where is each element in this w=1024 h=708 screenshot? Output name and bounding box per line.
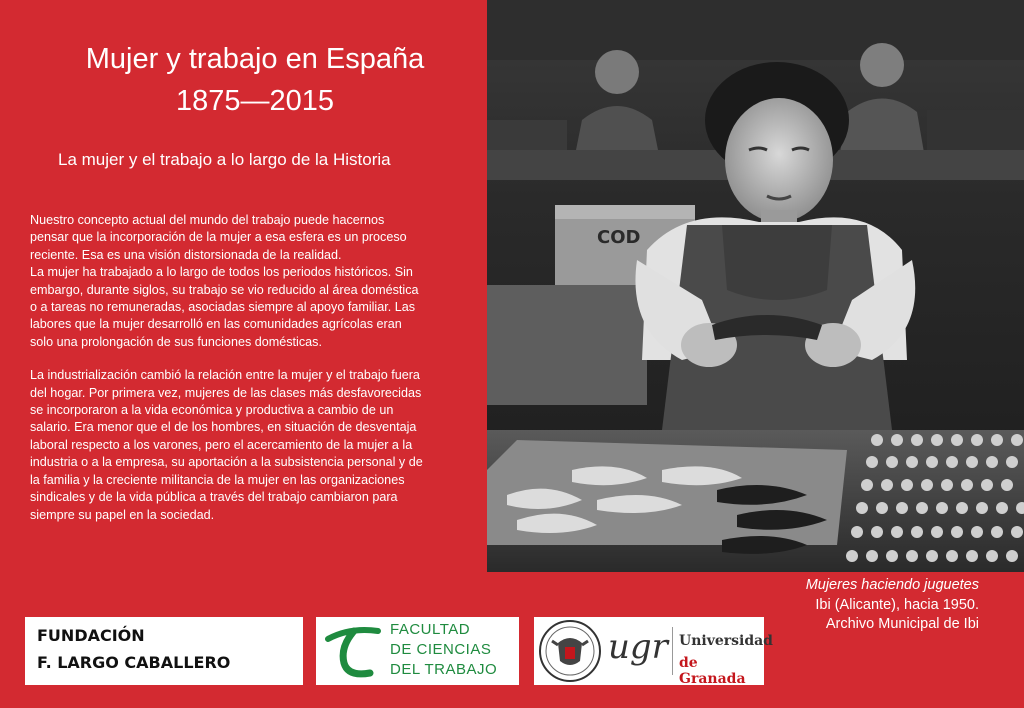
text-line: o a tareas no remuneradas, asociadas siempre al apoyo familiar. Las <box>30 300 416 315</box>
ugr-line-2 <box>679 655 764 687</box>
title-line-1: Mujer y trabajo en España <box>85 43 425 75</box>
fundacion-line-2: F. LARGO CABALLERO <box>37 653 231 672</box>
ugr-mark: ugr <box>608 627 668 667</box>
photo-caption <box>806 576 979 635</box>
text-line: Nuestro concepto actual del mundo del trabajo puede hacernos <box>30 213 385 227</box>
ugr-line-2-prefix: de <box>679 655 698 671</box>
text-line: pensar que la incorporación de la mujer a esa esfera es un proceso <box>30 230 407 245</box>
text-line: del hogar. Por primera vez, mujeres de las clases más desfavorecidas <box>30 385 422 400</box>
ugr-line-2-name: Granada <box>679 671 746 687</box>
facultad-line-1: FACULTAD <box>390 621 471 638</box>
fundacion-line-1: FUNDACIÓN <box>37 626 145 645</box>
text-line: industria o a la empresa, su aportación a la subsistencia personal y de <box>30 455 423 470</box>
caption-place-date: Ibi (Alicante), hacia 1950. <box>815 596 979 613</box>
ugr-seal-icon <box>538 619 602 683</box>
text-line: la familia y la creciente militancia de la mujer en las organizaciones <box>30 472 405 487</box>
photo-illustration <box>487 0 1024 572</box>
text-line: laboral respecto a los varones, pero el acercamiento de la mujer a la <box>30 437 413 452</box>
text-line: labores que la mujer desarrolló en las comunidades agrícolas eran <box>30 317 402 332</box>
ugr-line-1: Universidad <box>679 633 773 649</box>
facultad-line-3: DEL TRABAJO <box>390 661 498 678</box>
subtitle: La mujer y el trabajo a lo largo de la Historia <box>58 150 391 169</box>
text-line: siempre su papel en la sociedad. <box>30 507 215 522</box>
text-line: embargo, durante siglos, su trabajo se vio reducido al área doméstica <box>30 282 419 297</box>
body-text <box>30 212 482 540</box>
text-line: solo una prolongación de sus funciones domésticas. <box>30 334 322 349</box>
text-line: salario. Era menor que el de los hombres, en situación de desventaja <box>30 420 417 435</box>
text-line: La mujer ha trabajado a lo largo de todos los periodos históricos. Sin <box>30 265 413 280</box>
historical-photo <box>487 0 1024 572</box>
paragraph-1 <box>30 212 482 351</box>
text-line: sindicales y de la vida pública a través del trabajo cambiaron para <box>30 490 398 505</box>
title-line-2: 1875—2015 <box>175 85 335 117</box>
caption-title: Mujeres haciendo juguetes <box>805 577 979 593</box>
fundacion-largo-caballero-logo <box>25 617 303 685</box>
text-line: se incorporaron a la vida económica y productiva a cambio de un <box>30 403 394 418</box>
text-line: reciente. Esa es una visión distorsionada de la realidad. <box>30 247 342 262</box>
facultad-ciencias-trabajo-logo <box>316 617 519 685</box>
paragraph-2 <box>30 367 482 524</box>
caption-source: Archivo Municipal de Ibi <box>825 616 979 632</box>
facultad-emblem-icon <box>320 617 390 685</box>
facultad-line-2: DE CIENCIAS <box>390 641 492 658</box>
page-title <box>30 38 480 122</box>
ugr-divider <box>672 627 673 675</box>
text-line: La industrialización cambió la relación entre la mujer y el trabajo fuera <box>30 368 420 383</box>
crate-label: COD <box>597 227 641 248</box>
universidad-granada-logo <box>534 617 773 687</box>
